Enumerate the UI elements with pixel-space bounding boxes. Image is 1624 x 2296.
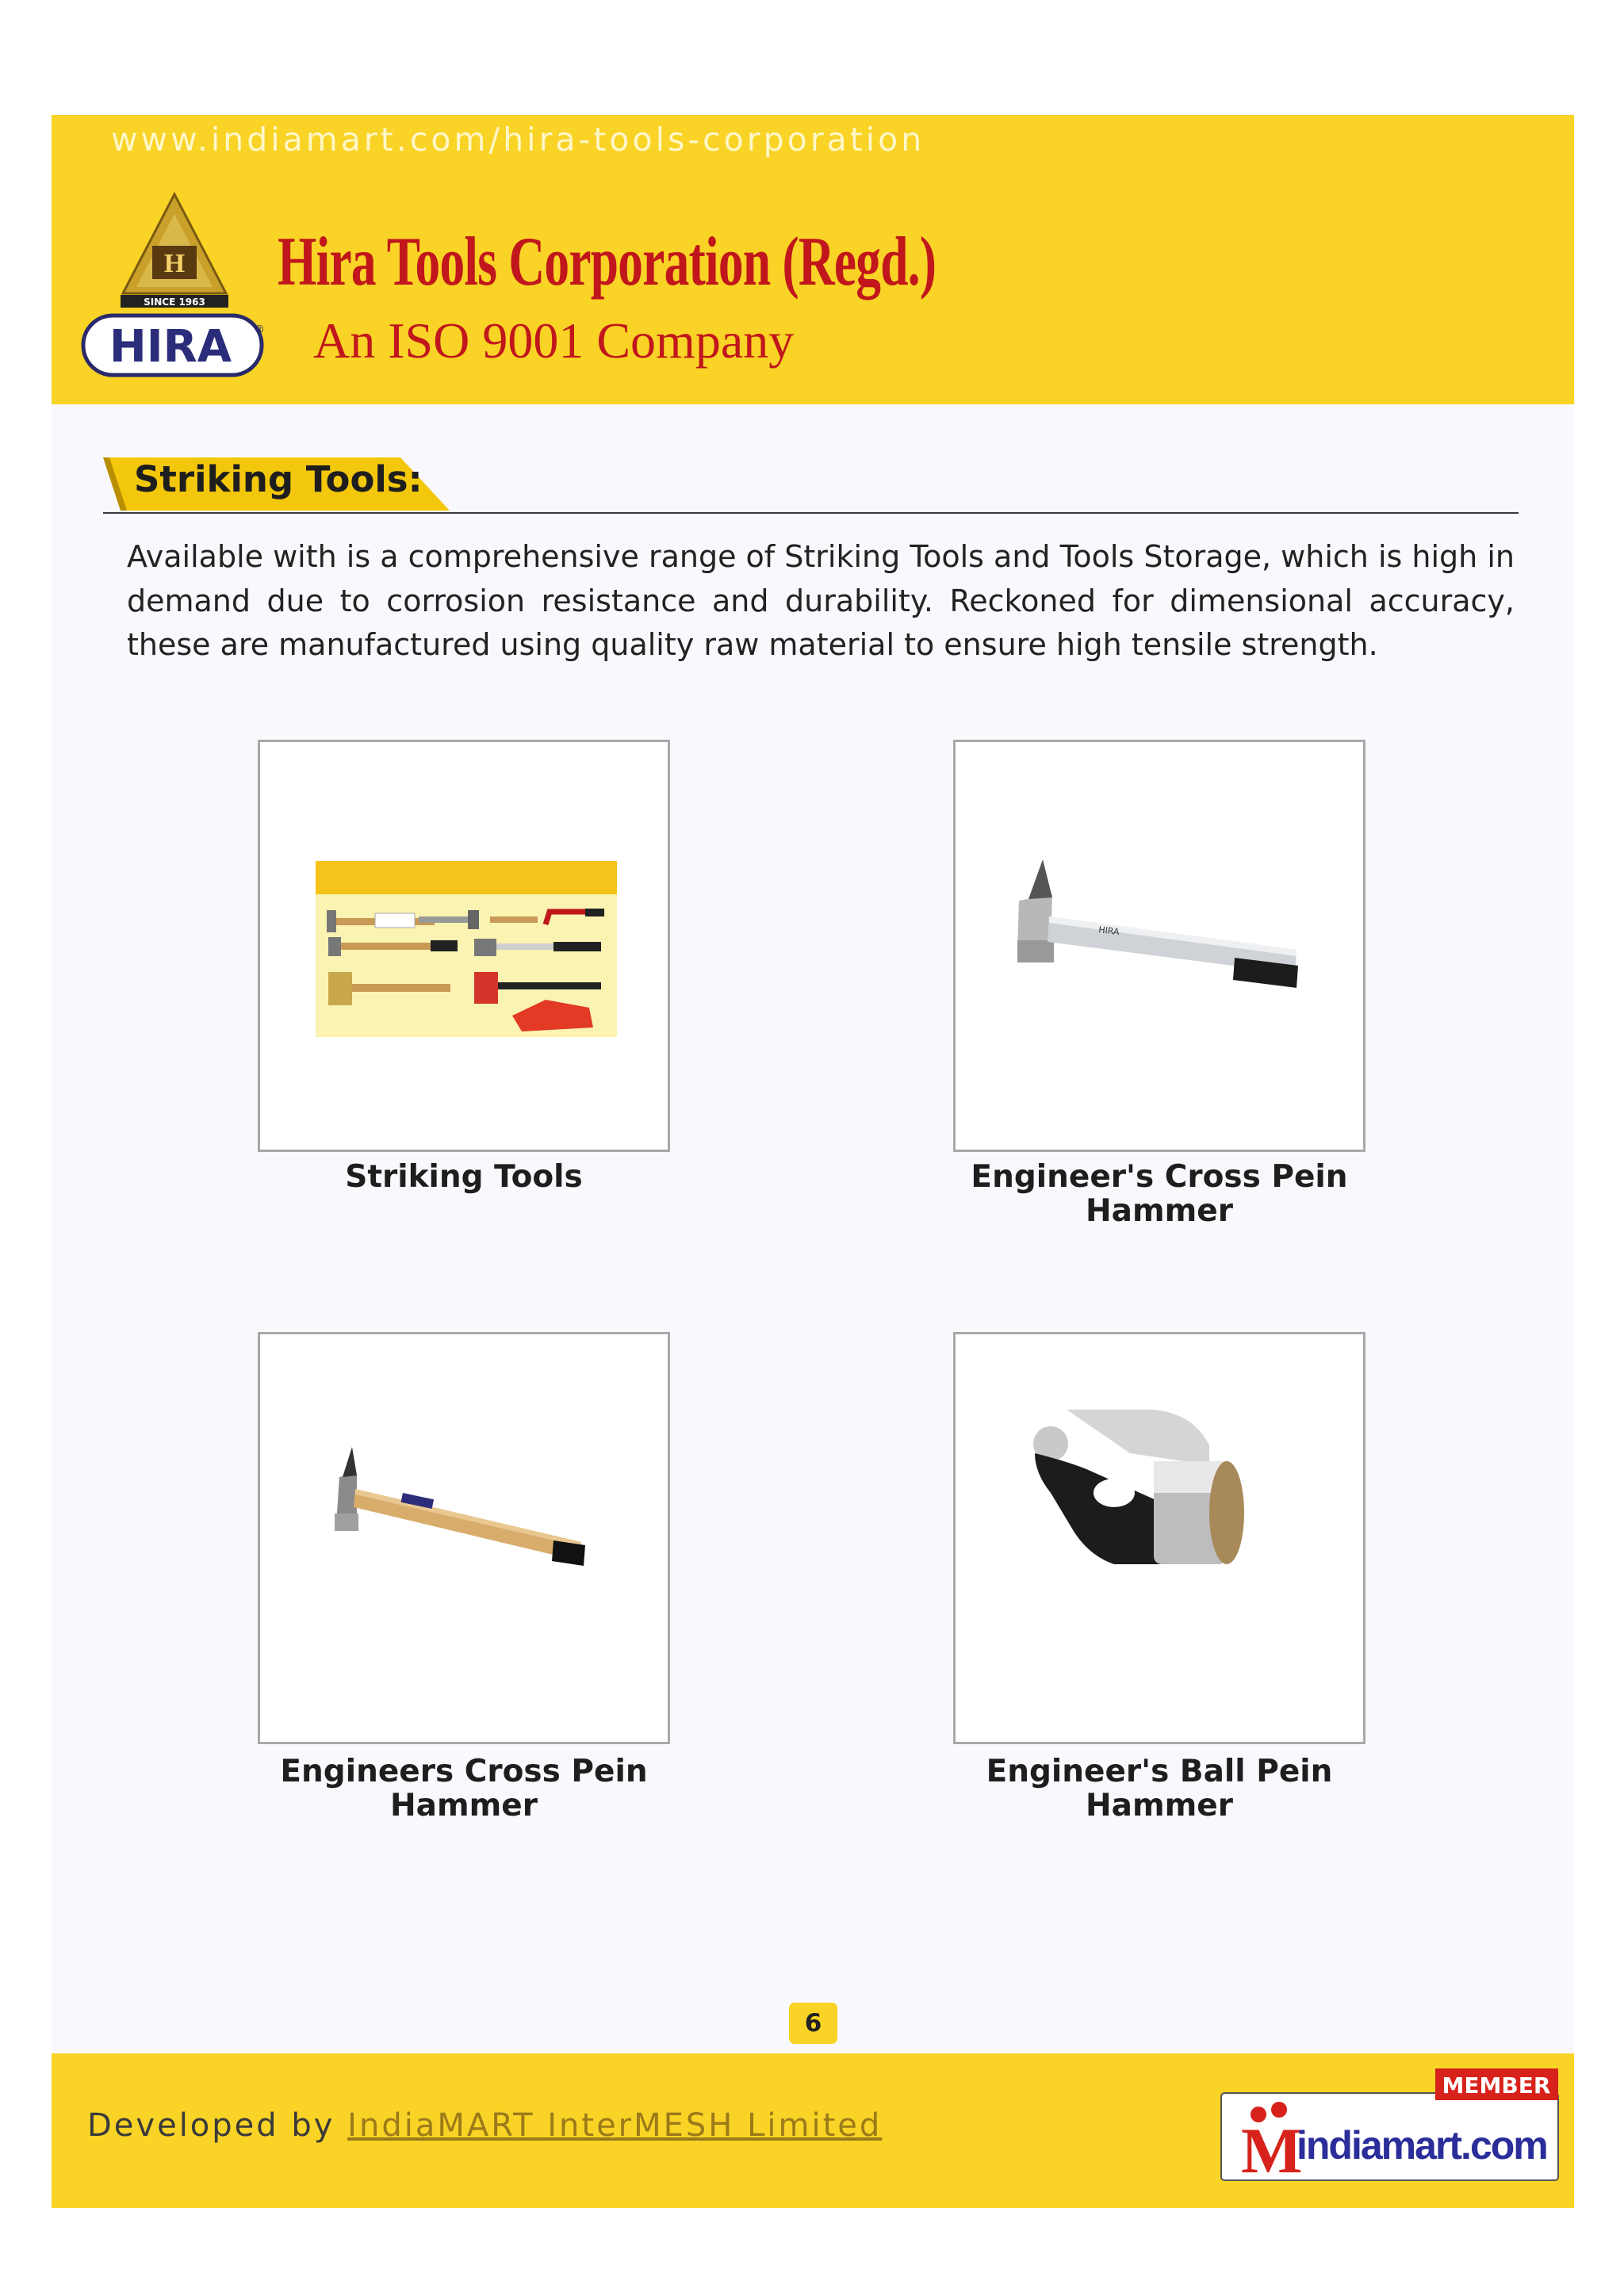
section-title: Striking Tools:: [134, 458, 423, 500]
striking-tools-image: [260, 742, 668, 1150]
section-description: Available with is a comprehensive range of Striking Tools and Tools Storage, which is high in demand due to corrosion resistance and durability. Reckoned for dimensional accuracy, these are manufactured using quality raw material to ensure high tensile strength.: [127, 539, 1515, 662]
logo-badge-text: HIRA: [109, 321, 232, 373]
product-card-engineers-cross-pein-hammer-wood[interactable]: [258, 1332, 670, 1744]
product-card-engineers-cross-pein-hammer[interactable]: [953, 740, 1365, 1152]
developer-link[interactable]: IndiaMART InterMESH Limited: [347, 2107, 883, 2144]
product-caption[interactable]: Engineer's Ball Pein Hammer: [986, 1754, 1333, 1823]
cross-pein-hammer-image: [956, 742, 1363, 1150]
svg-text:®: ®: [254, 323, 265, 336]
svg-text:M: M: [1241, 2114, 1303, 2184]
section-divider: [103, 512, 1519, 514]
product-card-striking-tools[interactable]: [258, 740, 670, 1152]
member-badge: MEMBER: [1442, 2072, 1551, 2099]
ball-pein-hammer-image: [956, 1334, 1363, 1742]
svg-text:HIRA: HIRA: [1097, 924, 1120, 938]
site-url[interactable]: www.indiamart.com/hira-tools-corporation: [111, 121, 925, 159]
product-caption[interactable]: Engineer's Cross Pein Hammer: [971, 1159, 1348, 1229]
developed-by-text: [87, 2107, 882, 2144]
indiamart-member-logo[interactable]: [1217, 2065, 1562, 2184]
company-logo: [79, 190, 278, 388]
svg-text:H: H: [163, 249, 186, 278]
product-caption[interactable]: Striking Tools: [345, 1159, 583, 1195]
indiamart-logo-text: indiamart.com: [1297, 2123, 1547, 2168]
page-number: 6: [789, 2003, 837, 2044]
company-tagline: An ISO 9001 Company: [313, 312, 795, 369]
wooden-cross-pein-hammer-image: [260, 1334, 668, 1742]
product-caption[interactable]: Engineers Cross Pein Hammer: [280, 1754, 648, 1823]
company-name: Hira Tools Corporation (Regd.): [278, 224, 936, 300]
product-card-engineers-ball-pein-hammer[interactable]: [953, 1332, 1365, 1744]
developed-by-label: Developed by: [87, 2107, 335, 2144]
logo-since-text: SINCE 1963: [144, 297, 205, 308]
